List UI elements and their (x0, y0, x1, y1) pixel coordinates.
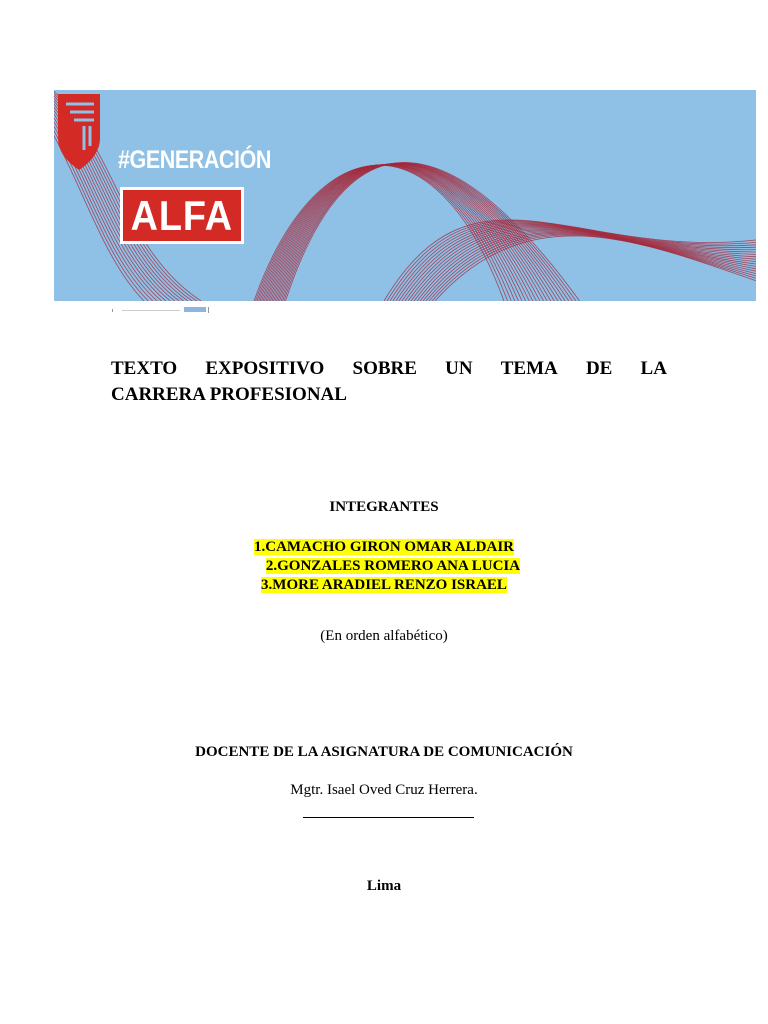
title-word: EXPOSITIVO (205, 358, 325, 379)
integrantes-heading: INTEGRANTES (329, 499, 439, 515)
title-word: SOBRE (352, 358, 417, 379)
city-label: Lima (366, 878, 402, 894)
member-item (0, 557, 768, 576)
document-title (111, 356, 667, 408)
header-banner (54, 90, 756, 301)
docente-name: Mgtr. Isael Oved Cruz Herrera. (290, 782, 478, 798)
members-list (0, 538, 768, 595)
alfa-badge (120, 187, 244, 244)
order-note: (En orden alfabético) (320, 628, 448, 644)
title-word: DE (585, 358, 613, 379)
title-line-1 (111, 356, 667, 382)
title-word: UN (445, 358, 473, 379)
banner-hashtag: #GENERACIÓN (118, 146, 271, 174)
member-item (0, 538, 768, 557)
member-name-1: 1.CAMACHO GIRON OMAR ALDAIR (254, 539, 514, 555)
member-name-2: 2.GONZALES ROMERO ANA LUCIA (265, 558, 521, 574)
university-crest-icon (54, 90, 104, 172)
signature-line (303, 817, 474, 818)
member-item (0, 576, 768, 595)
alfa-badge-text: ALFA (130, 191, 234, 239)
title-word: LA (640, 358, 667, 379)
title-word: TEXTO (111, 358, 178, 379)
docente-heading: DOCENTE DE LA ASIGNATURA DE COMUNICACIÓN (195, 744, 573, 760)
title-line-2: CARRERA PROFESIONAL (111, 384, 347, 405)
title-word: TEMA (500, 358, 558, 379)
scan-artifact (112, 306, 212, 314)
member-name-3: 3.MORE ARADIEL RENZO ISRAEL (261, 577, 507, 593)
